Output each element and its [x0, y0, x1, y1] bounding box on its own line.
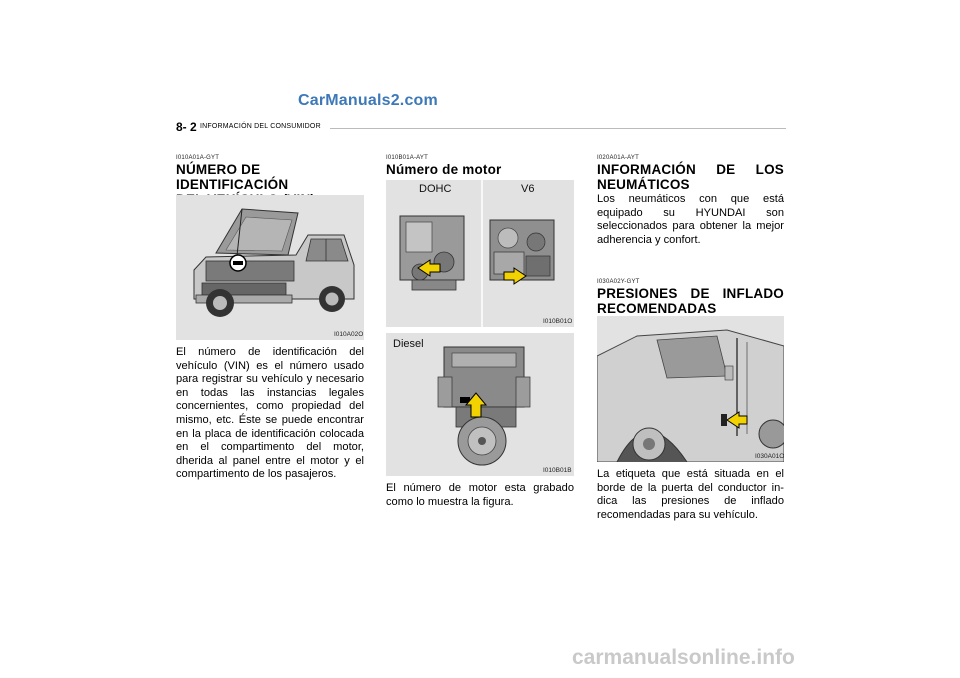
vin-figure-label: I010A02O [334, 331, 364, 338]
tires-title-line1: INFORMACIÓN DE LOS [597, 162, 784, 177]
pressure-title-line2: RECOMENDADAS [597, 301, 717, 316]
tires-title-line2: NEUMÁTICOS [597, 177, 690, 192]
tires-section-code: I020A01A-AYT [597, 155, 639, 161]
vin-title-line1: NÚMERO DE IDENTIFICACIÓN [176, 162, 289, 192]
engine-dohc-label: DOHC [419, 183, 452, 195]
tires-body-text: Los neumáticos con que está equipado su HYUNDAI son seleccionados para obtener la mejor adherencia y confort. [597, 193, 784, 246]
suv-hood-open-illustration [176, 195, 364, 340]
vin-body-text: El número de identificación del vehículo (VIN) es el número usado para registrar su vehículo y necesario en todas las instancias legales concernientes, como propiedad del mismo, etc. Éste se puede encontrar en la placa de identificación colocada en el compartimento del motor, dherida al panel entre el motor y el compartimento de los pasajeros. [176, 346, 364, 481]
page-number: 8- 2 [176, 120, 197, 134]
watermark-top: CarManuals2.com [298, 92, 438, 109]
vin-figure [176, 195, 364, 340]
engine-section-title: Número de motor [386, 162, 502, 177]
pressure-section-code: I030A02Y-GYT [597, 279, 640, 285]
pressure-figure-label: I030A01O [755, 453, 785, 460]
watermark-bottom: carmanualsonline.info [572, 646, 795, 669]
page-section-title: INFORMACIÓN DEL CONSUMIDOR [200, 123, 321, 130]
vin-section-code: I010A01A-GYT [176, 155, 220, 161]
tires-section-title [597, 162, 784, 192]
pressure-figure [597, 316, 784, 462]
diesel-engine-illustration [386, 333, 574, 476]
engine-figure-diesel [386, 333, 574, 476]
header-divider [330, 128, 786, 129]
engine-figure-gasoline [386, 180, 574, 327]
pressure-section-title [597, 286, 784, 316]
engine-figure-label-1: I010B01O [543, 318, 573, 325]
gasoline-engines-illustration [386, 180, 574, 327]
engine-section-code: I010B01A-AYT [386, 155, 428, 161]
pressure-body-text: La etiqueta que está situada en el borde de la puerta del conductor in-dica las presiones de inflado recomendadas para su vehículo. [597, 468, 784, 521]
engine-body-text: El número de motor esta grabado como lo muestra la figura. [386, 482, 574, 508]
engine-diesel-label: Diesel [393, 338, 424, 350]
engine-v6-label: V6 [521, 183, 535, 195]
engine-figure-label-2: I010B01B [543, 467, 572, 474]
pressure-title-line1: PRESIONES DE INFLADO [597, 286, 784, 301]
door-label-illustration [597, 316, 784, 462]
